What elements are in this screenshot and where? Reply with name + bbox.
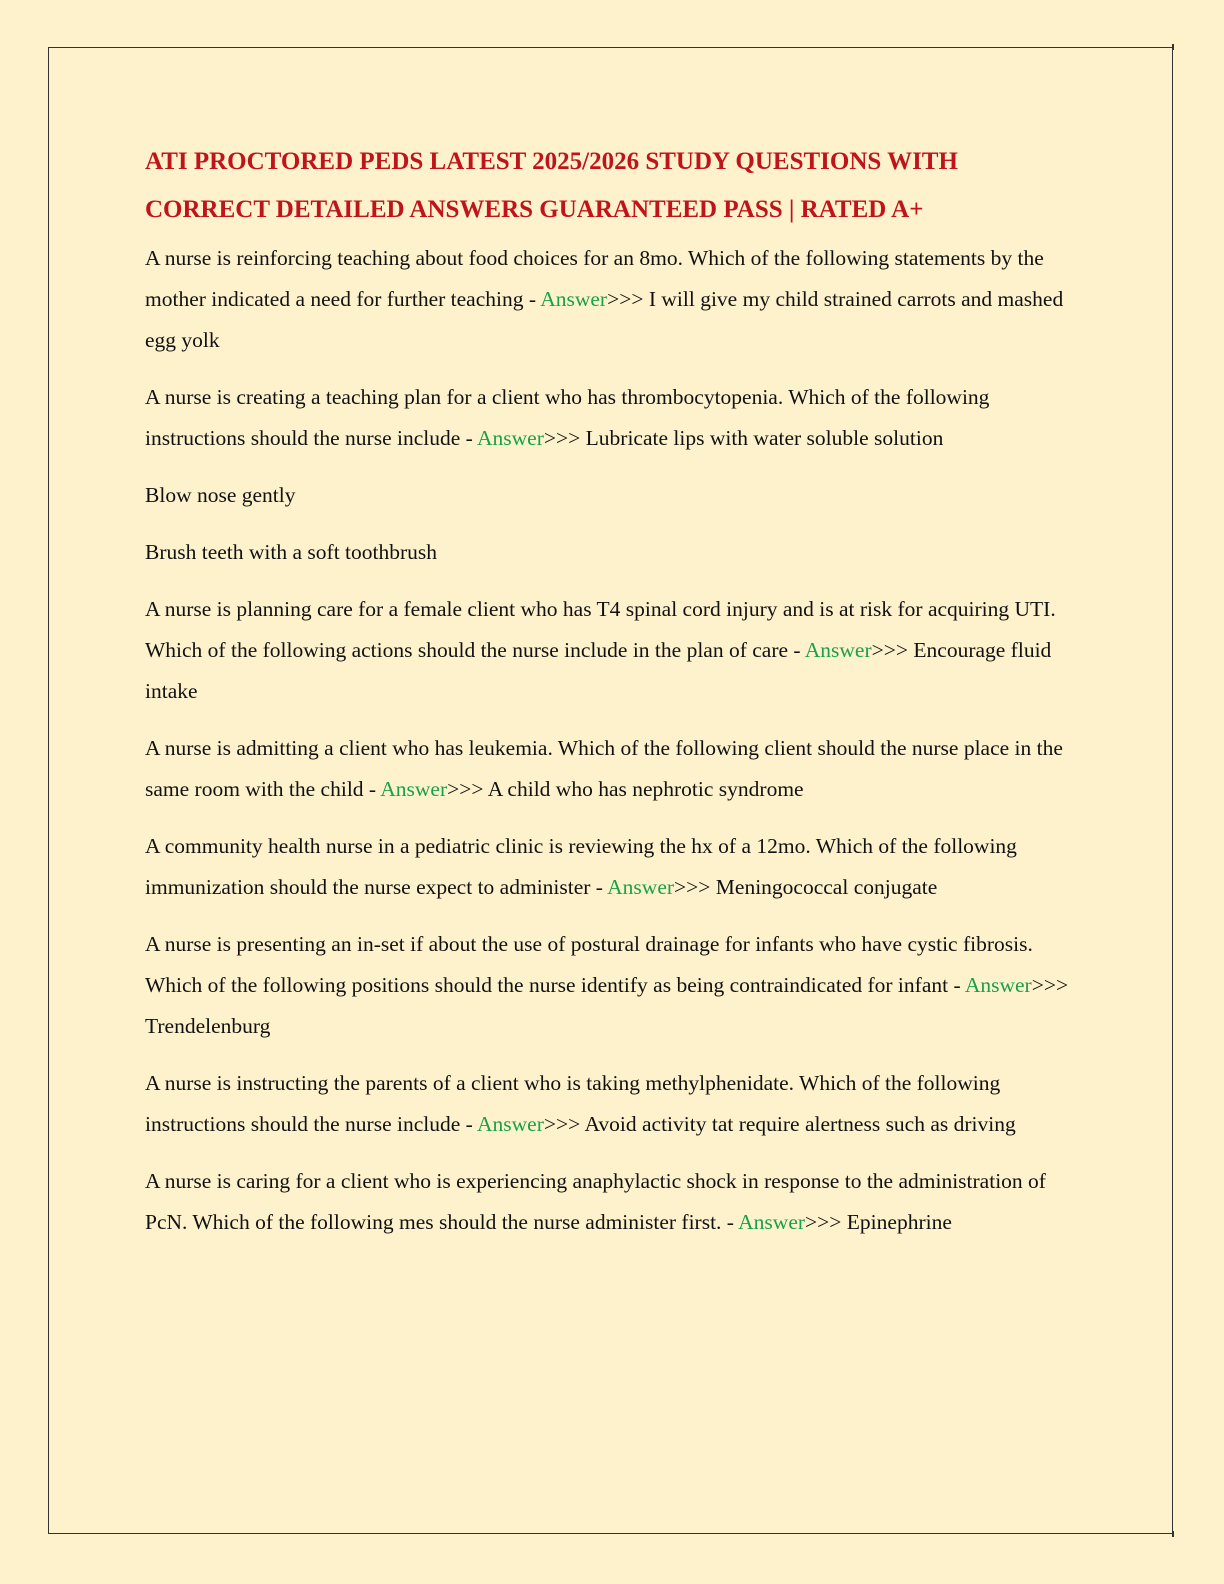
page-border-tick-bottom (1172, 1531, 1174, 1537)
answer-arrow: >>> (805, 1210, 847, 1234)
answer-text: Epinephrine (846, 1210, 952, 1234)
document-title: ATI PROCTORED PEDS LATEST 2025/2026 STUDY QUESTIONS WITH CORRECT DETAILED ANSWERS GUARANTEED PASS | RATED A+ (145, 148, 958, 223)
question-text: A nurse is creating a teaching plan for a client who has thrombocytopenia. Which of the following instructions should the nurse include - (145, 385, 990, 450)
answer-label: Answer (607, 875, 675, 899)
answer-text: I will give my child strained carrots and mashed egg yolk (145, 287, 1064, 352)
qa-item (145, 238, 1085, 361)
answer-text: Lubricate lips with water soluble solution (585, 426, 944, 450)
answer-arrow: >>> (1031, 973, 1069, 997)
answer-label: Answer (540, 287, 608, 311)
answer-arrow: >>> (674, 875, 716, 899)
qa-item (145, 377, 1085, 459)
qa-list (145, 238, 1085, 1243)
answer-text: Encourage fluid intake (145, 638, 1052, 703)
question-text: A nurse is reinforcing teaching about food choices for an 8mo. Which of the following statements by the mother indicated a need for further teaching - (145, 246, 1044, 311)
answer-continuation: Blow nose gently (145, 483, 296, 507)
question-text: A nurse is instructing the parents of a client who is taking methylphenidate. Which of the following instructions should the nurse include - (145, 1071, 1001, 1136)
answer-label: Answer (804, 638, 872, 662)
question-text: A nurse is presenting an in-set if about the use of postural drainage for infants who have cystic fibrosis. Which of the following positions should the nurse identify as being contraindicated for infant - (145, 932, 1033, 997)
answer-label: Answer (477, 1112, 544, 1136)
qa-item (145, 924, 1085, 1047)
question-text: A nurse is admitting a client who has leukemia. Which of the following client should the nurse place in the same room with the child - (145, 736, 1063, 801)
answer-arrow: >>> (871, 638, 914, 662)
question-text: A nurse is planning care for a female client who has T4 spinal cord injury and is at risk for acquiring UTI. Which of the following actions should the nurse include in the plan of care - (145, 597, 1056, 662)
qa-item (145, 728, 1085, 810)
qa-item (145, 1161, 1085, 1243)
qa-item (145, 589, 1085, 712)
answer-label: Answer (964, 973, 1032, 997)
answer-arrow: >>> (543, 1112, 585, 1136)
answer-label: Answer (738, 1210, 806, 1234)
answer-label: Answer (380, 777, 448, 801)
answer-text: Avoid activity tat require alertness such as driving (584, 1112, 1016, 1136)
answer-text: Trendelenburg (145, 1014, 271, 1038)
qa-item (145, 1063, 1085, 1145)
page-border-tick-top (1172, 44, 1174, 50)
question-text: A community health nurse in a pediatric clinic is reviewing the hx of a 12mo. Which of the following immunization should the nurse expect to administer - (145, 834, 1017, 899)
qa-item (145, 826, 1085, 908)
answer-continuation: Brush teeth with a soft toothbrush (145, 540, 438, 564)
document-body (145, 138, 1085, 1259)
question-text: A nurse is caring for a client who is experiencing anaphylactic shock in response to the administration of PcN. Which of the following mes should the nurse administer first. - (145, 1169, 1046, 1234)
answer-arrow: >>> (543, 426, 586, 450)
answer-text: A child who has nephrotic syndrome (487, 777, 804, 801)
answer-label: Answer (477, 426, 544, 450)
answer-text: Meningococcal conjugate (715, 875, 938, 899)
answer-arrow: >>> (447, 777, 488, 801)
answer-arrow: >>> (607, 287, 649, 311)
